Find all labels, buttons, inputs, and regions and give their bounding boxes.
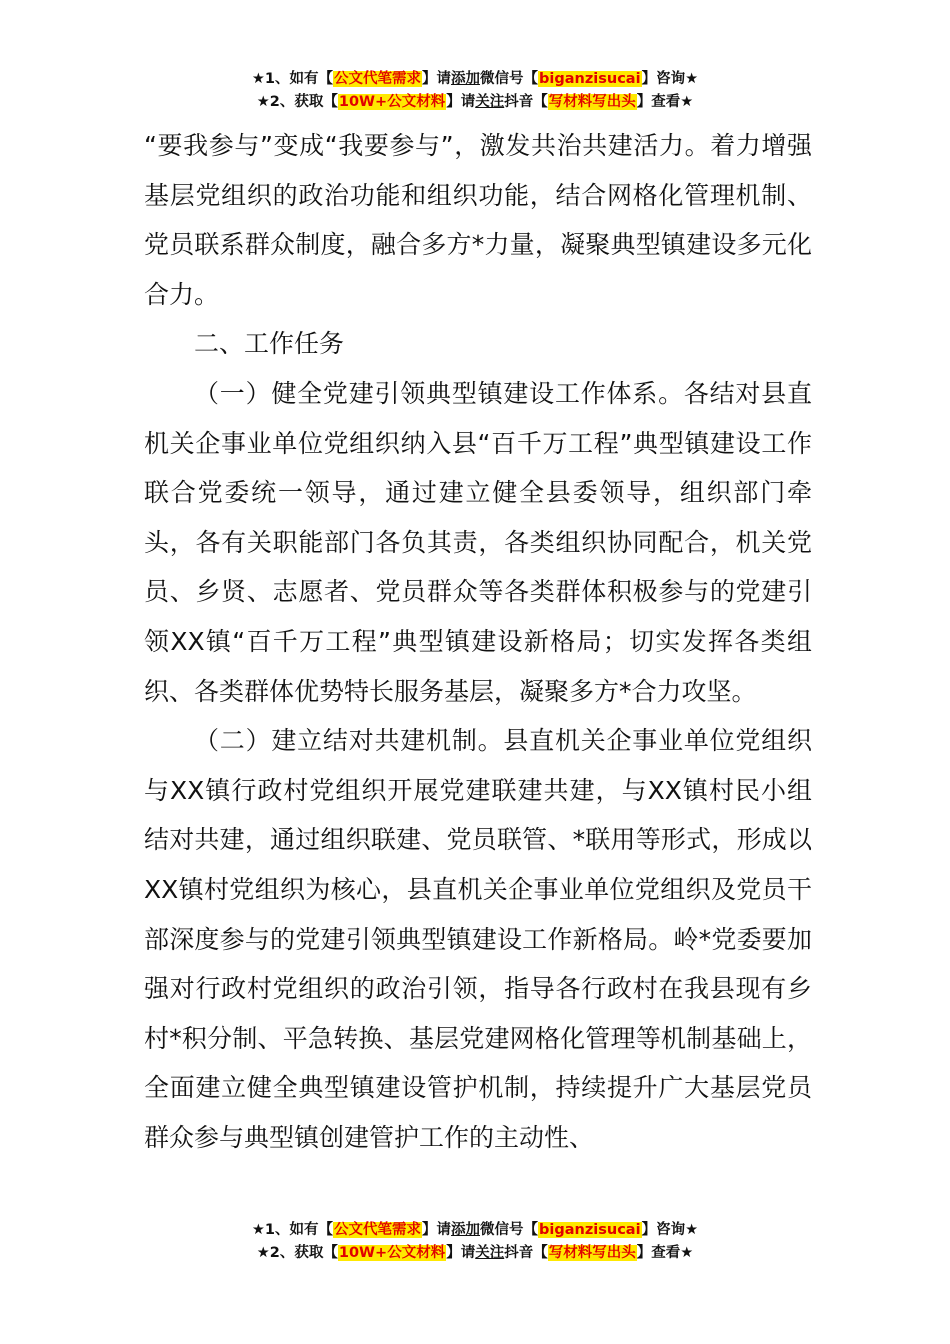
promo-line-2 [0, 91, 950, 114]
star-icon: ★ [680, 1245, 694, 1261]
underlined-text: 添加 [451, 71, 481, 87]
highlight-materials: 10W+公文材料 [338, 1245, 446, 1261]
promo-text: 抖音【 [504, 94, 548, 110]
highlight-wechat-id: biganzisucai [539, 1222, 641, 1238]
star-icon: ★ [680, 94, 694, 110]
promo-line-1 [0, 68, 950, 91]
promo-text: 】请 [422, 1222, 452, 1238]
paragraph-task-2: （二）建立结对共建机制。县直机关企事业单位党组织与XX镇行政村党组织开展党建联建共建，与XX镇村民小组结对共建，通过组织联建、党员联管、*联用等形式，形成以XX镇村党组织为核心，县直机关企事业单位党组织及党员干部深度参与的党建引领典型镇建设工作新格局。岭*党委要加强对行政村党组织的政治引领，指导各行政村在我县现有乡村*积分制、平急转换、基层党建网格化管理等机制基础上，全面建立健全典型镇建设管护机制，持续提升广大基层党员群众参与典型镇创建管护工作的主动性、 [144, 726, 812, 1152]
promo-text: 微信号【 [480, 71, 539, 87]
highlight-wechat-id: biganzisucai [539, 71, 641, 87]
highlight-service: 公文代笔需求 [334, 71, 422, 87]
promo-text: 2、获取【 [269, 1245, 338, 1261]
promo-text: 1、如有【 [264, 1222, 334, 1238]
highlight-douyin-account: 写材料写出头 [548, 1245, 636, 1261]
promo-text: 】咨询 [641, 71, 686, 87]
promo-text: 】查看 [636, 94, 681, 110]
highlight-douyin-account: 写材料写出头 [548, 94, 636, 110]
paragraph-continuation: “要我参与”变成“我要参与”，激发共治共建活力。着力增强基层党组织的政治功能和组织功能，结合网格化管理机制、党员联系群众制度，融合多方*力量，凝聚典型镇建设多元化合力。 [144, 131, 812, 309]
underlined-text: 添加 [451, 1222, 481, 1238]
promo-text: 抖音【 [504, 1245, 548, 1261]
promo-text: 1、如有【 [264, 71, 334, 87]
document-body [144, 121, 812, 1162]
promo-banner-bottom [0, 1219, 950, 1265]
promo-line-2 [0, 1242, 950, 1265]
highlight-materials: 10W+公文材料 [338, 94, 446, 110]
underlined-text: 关注 [475, 1245, 505, 1261]
star-icon: ★ [256, 94, 270, 110]
promo-text: 2、获取【 [269, 94, 338, 110]
promo-banner-top [0, 68, 950, 114]
promo-line-1 [0, 1219, 950, 1242]
underlined-text: 关注 [475, 94, 505, 110]
highlight-service: 公文代笔需求 [334, 1222, 422, 1238]
star-icon: ★ [685, 71, 699, 87]
section-heading: 二、工作任务 [194, 329, 345, 359]
star-icon: ★ [685, 1222, 699, 1238]
star-icon: ★ [256, 1245, 270, 1261]
promo-text: 微信号【 [480, 1222, 539, 1238]
promo-text: 】查看 [636, 1245, 681, 1261]
promo-text: 】请 [446, 1245, 476, 1261]
star-icon: ★ [251, 71, 265, 87]
promo-text: 】请 [446, 94, 476, 110]
promo-text: 】咨询 [641, 1222, 686, 1238]
promo-text: 】请 [422, 71, 452, 87]
star-icon: ★ [251, 1222, 265, 1238]
paragraph-task-1: （一）健全党建引领典型镇建设工作体系。各结对县直机关企事业单位党组织纳入县“百千万工程”典型镇建设工作联合党委统一领导，通过建立健全县委领导，组织部门牵头，各有关职能部门各负其责，各类组织协同配合，机关党员、乡贤、志愿者、党员群众等各类群体积极参与的党建引领XX镇“百千万工程”典型镇建设新格局；切实发挥各类组织、各类群体优势特长服务基层，凝聚多方*合力攻坚。 [144, 378, 812, 706]
